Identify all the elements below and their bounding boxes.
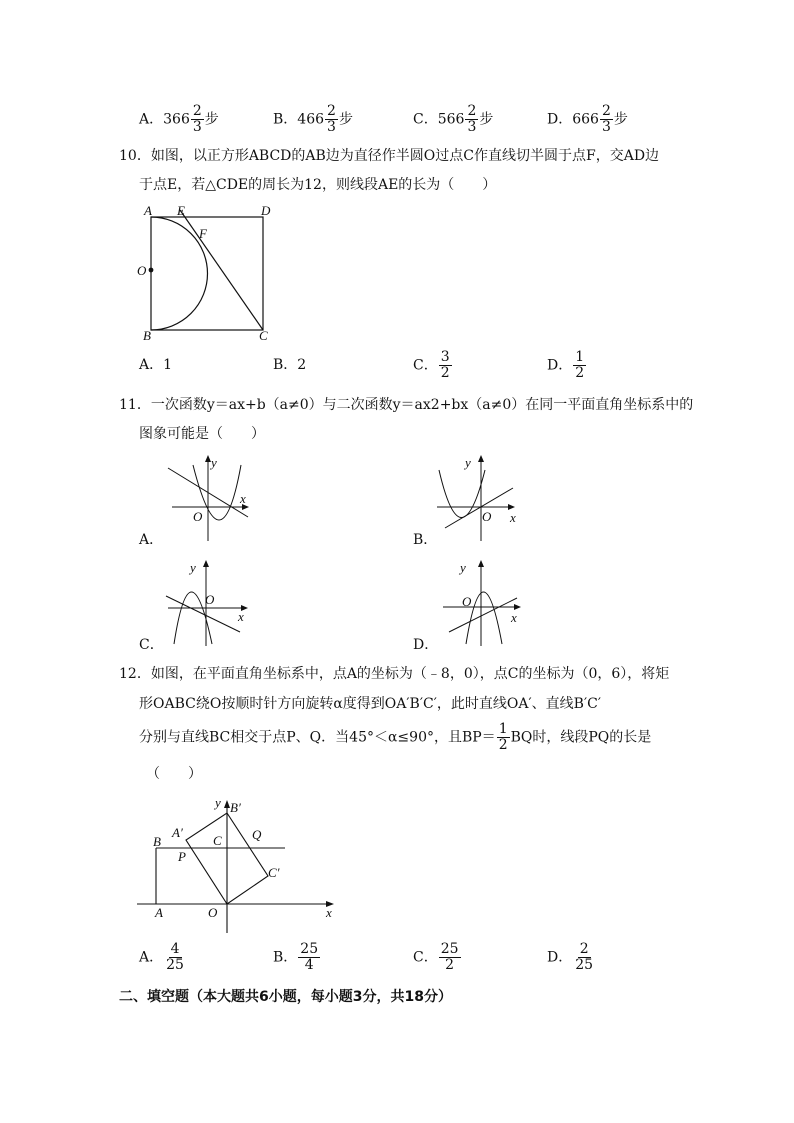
q12-stem-line2: 形OABC绕O按顺时针方向旋转α度得到OA′B′C′，此时直线OA′、直线B′C′ [139, 696, 602, 712]
denominator: 2 [440, 365, 450, 381]
q11-stem-line2: 图象可能是（ ） [139, 426, 265, 442]
option-fraction [573, 942, 595, 973]
q10-stem-line2: 于点E，若△CDE的周长为12，则线段AE的长为（ ） [139, 177, 497, 193]
numerator: 2 [192, 103, 202, 119]
denominator: 4 [304, 957, 314, 973]
label-f: F [199, 226, 207, 241]
axis-x-label: x [511, 610, 517, 625]
label-a: A [155, 905, 163, 920]
option-fraction [439, 350, 452, 381]
option-label: B． [273, 949, 298, 966]
denominator: 2 [445, 957, 455, 973]
q11-stem-line1: 11．一次函数y＝ax+b（a≠0）与二次函数y＝ax2+bx（a≠0）在同一平面直角坐标系中的 [119, 397, 694, 413]
q12-stem-line3 [139, 722, 651, 753]
option-unit: 步 [479, 111, 494, 128]
denominator: 3 [327, 119, 336, 135]
numerator: 25 [300, 941, 319, 957]
stem-text: BQ时，线段PQ的长是 [510, 729, 652, 746]
numerator: 2 [601, 103, 611, 119]
numerator: 2 [579, 941, 589, 957]
q12-option-d [547, 942, 596, 973]
label-p: P [178, 849, 186, 864]
axis-y-label: y [465, 455, 471, 470]
numerator: 1 [498, 721, 508, 737]
denominator: 25 [166, 957, 184, 973]
numerator: 25 [440, 941, 459, 957]
label-c: C [213, 833, 222, 848]
option-unit: 步 [338, 111, 353, 128]
option-value: 1 [163, 357, 173, 373]
option-label: A． [139, 357, 164, 373]
numerator: 1 [575, 349, 585, 365]
numerator: 4 [170, 941, 180, 957]
label-a: A [144, 203, 152, 218]
option-fraction [600, 104, 613, 135]
numerator: 3 [440, 349, 450, 365]
q9-option-a [139, 104, 219, 135]
q10-figure [130, 200, 290, 350]
stem-text: 分别与直线BC相交于点P、Q．当45°＜α≤90°，且BP＝ [139, 729, 496, 746]
label-b: B [153, 834, 161, 849]
label-x: x [326, 905, 332, 920]
option-fraction [439, 942, 461, 973]
option-fraction [325, 104, 338, 135]
label-a-prime: A′ [172, 825, 183, 840]
option-label: C． [413, 111, 438, 128]
origin-label: O [482, 509, 492, 524]
origin-label: O [462, 594, 472, 609]
q11-graph-c [160, 560, 255, 650]
denominator: 25 [575, 957, 594, 973]
q11-option-d: D． [413, 637, 439, 653]
option-whole: 566 [437, 111, 465, 128]
q12-option-b [273, 942, 321, 973]
denominator: 3 [467, 119, 477, 135]
option-whole: 666 [572, 111, 599, 128]
axis-y-label: y [460, 560, 466, 575]
q10-option-d [547, 350, 587, 381]
numerator: 2 [467, 103, 477, 119]
label-c: C [259, 328, 268, 343]
option-label: B． [273, 357, 298, 373]
label-d: D [261, 203, 271, 218]
denominator: 3 [192, 119, 202, 135]
option-label: A． [139, 111, 164, 128]
q12-option-c [413, 942, 462, 973]
option-fraction [298, 942, 320, 973]
option-unit: 步 [613, 111, 628, 128]
q11-option-b: B． [413, 532, 438, 548]
label-b: B [143, 328, 151, 343]
option-label: B． [273, 111, 298, 128]
q12-stem-line4: （ ） [146, 766, 202, 782]
denominator: 3 [601, 119, 611, 135]
option-fraction [191, 104, 204, 135]
option-label: C． [413, 949, 438, 966]
q10-option-b [273, 355, 306, 375]
origin-label: O [205, 592, 215, 607]
axis-x-label: x [510, 510, 516, 525]
q12-figure [135, 795, 345, 935]
q12-option-a [139, 942, 187, 973]
q10-option-c [413, 350, 453, 381]
q11-graph-d [433, 560, 528, 650]
section-heading: 二、填空题（本大题共6小题，每小题3分，共18分） [119, 989, 452, 1005]
option-fraction [465, 104, 478, 135]
origin-label: O [193, 509, 203, 524]
axis-x-label: x [238, 609, 244, 624]
q9-option-d [547, 104, 628, 135]
q9-option-b [273, 104, 353, 135]
axis-x-label: x [240, 491, 246, 506]
option-label: D． [547, 357, 573, 374]
option-value: 2 [297, 357, 307, 373]
label-b-prime: B′ [230, 800, 241, 815]
stem-fraction [497, 722, 510, 753]
label-c-prime: C′ [268, 865, 280, 880]
numerator: 2 [327, 103, 336, 119]
q11-graph-b [433, 455, 528, 545]
label-e: E [177, 203, 185, 218]
q11-option-a: A． [139, 532, 164, 548]
q10-stem-line1: 10．如图，以正方形ABCD的AB边为直径作半圆O过点C作直线切半圆于点F，交AD边 [119, 148, 660, 164]
option-whole: 366 [163, 111, 190, 128]
q10-option-a [139, 355, 172, 375]
label-q: Q [252, 827, 262, 842]
option-fraction [573, 350, 586, 381]
q11-option-c: C． [139, 637, 164, 653]
option-label: C． [413, 357, 438, 374]
denominator: 2 [575, 365, 585, 381]
option-whole: 466 [297, 111, 325, 128]
axis-y-label: y [190, 560, 196, 575]
option-fraction [164, 942, 186, 973]
label-y: y [215, 795, 221, 810]
q9-option-c [413, 104, 493, 135]
label-o: O [137, 263, 147, 278]
axis-y-label: y [211, 455, 217, 470]
option-label: A． [139, 949, 164, 966]
q12-stem-line1: 12．如图，在平面直角坐标系中，点A的坐标为（﹣8，0），点C的坐标为（0，6），将矩 [119, 666, 670, 682]
option-label: D． [547, 949, 573, 966]
label-o: O [208, 905, 218, 920]
denominator: 2 [498, 737, 508, 753]
option-label: D． [547, 111, 573, 128]
q11-graph-a [160, 455, 255, 545]
option-unit: 步 [204, 111, 219, 128]
